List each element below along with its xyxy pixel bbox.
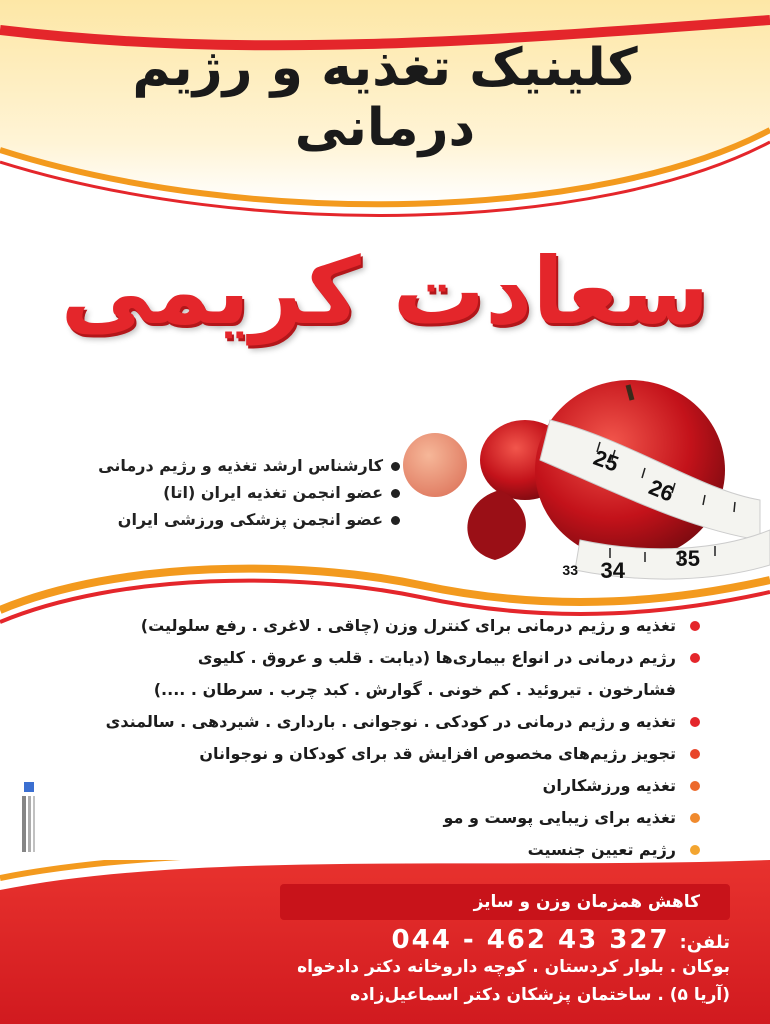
- address-line-1: بوکان . بلوار کردستان . کوچه داروخانه دکتر دادخواه: [297, 957, 730, 977]
- service-text: تغذیه ورزشکاران: [542, 776, 676, 795]
- tape-number-26: 26: [645, 474, 678, 507]
- service-text: رژیم درمانی در انواع بیماری‌ها (دیابت . قلب و عروق . کلیوی: [197, 648, 676, 667]
- service-item: [60, 706, 700, 738]
- tape-number-33: 33: [562, 562, 578, 578]
- bullet-icon: [690, 813, 700, 823]
- doctor-name: سعادت کریمی: [60, 238, 710, 345]
- credential-text: کارشناس ارشد تغذیه و رژیم درمانی: [98, 456, 383, 475]
- bullet-icon: [690, 781, 700, 791]
- phone-row: [392, 925, 730, 961]
- bullet-icon: [690, 653, 700, 663]
- tape-number-34: 34: [600, 558, 625, 583]
- credentials-list: [50, 452, 400, 533]
- service-text: فشارخون . تیروئید . کم خونی . گوارش . کبد چرب . سرطان . ....): [153, 680, 676, 699]
- address-line-2: (آریا ۵) . ساختمان پزشکان دکتر اسماعیل‌زاده: [350, 985, 730, 1005]
- clinic-title: کلینیک تغذیه و رژیم درمانی: [132, 38, 638, 158]
- service-text: رژیم تعیین جنسیت: [527, 840, 676, 859]
- service-item-continuation: [60, 674, 700, 706]
- bullet-icon: [391, 516, 400, 525]
- service-text: تغذیه و رژیم درمانی برای کنترل وزن (چاقی . لاغری . رفع سلولیت): [140, 616, 676, 635]
- service-text: تجویز رژیم‌های مخصوص افزایش قد برای کودکان و نوجوانان: [199, 744, 676, 763]
- bullet-icon: [391, 489, 400, 498]
- service-text: تغذیه برای زیبایی پوست و مو: [443, 808, 676, 827]
- credential-text: عضو انجمن پزشکی ورزشی ایران: [117, 510, 383, 529]
- bullet-icon: [690, 717, 700, 727]
- phone-label: تلفن:: [679, 932, 730, 953]
- credential-item: [50, 452, 400, 479]
- credential-text: عضو انجمن تغذیه ایران (اتا): [163, 483, 383, 502]
- service-item: [60, 738, 700, 770]
- tape-number-25: 25: [590, 444, 622, 477]
- credential-item: [50, 479, 400, 506]
- printer-logo-icon: [16, 780, 42, 860]
- bullet-icon: [391, 462, 400, 471]
- services-list: [60, 610, 700, 866]
- tagline: کاهش همزمان وزن و سایز: [473, 892, 700, 912]
- phone-number[interactable]: 044 - 462 43 327: [391, 925, 670, 955]
- bullet-icon: [690, 749, 700, 759]
- service-item: [60, 610, 700, 642]
- service-text: تغذیه و رژیم درمانی در کودکی . نوجوانی . بارداری . شیردهی . سالمندی: [105, 712, 676, 731]
- credential-item: [50, 506, 400, 533]
- bullet-icon: [690, 621, 700, 631]
- service-item: [60, 802, 700, 834]
- tape-number-35: 35: [675, 546, 700, 571]
- service-item: [60, 770, 700, 802]
- bullet-icon: [690, 845, 700, 855]
- service-item: [60, 642, 700, 674]
